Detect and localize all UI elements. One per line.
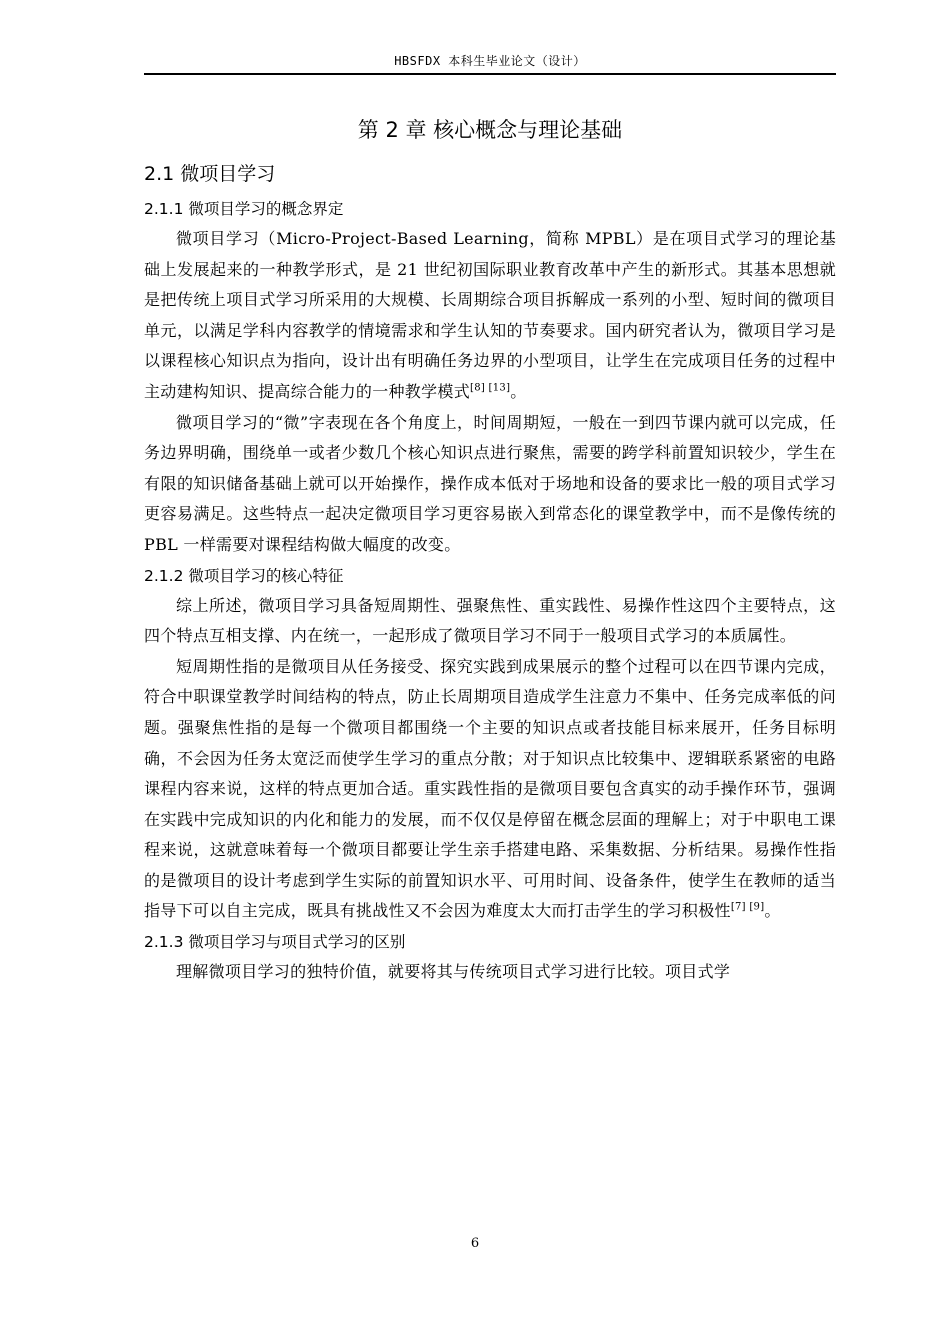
paragraph-2-1-3-1: 理解微项目学习的独特价值，就要将其与传统项目式学习进行比较。项目式学 [176,962,731,982]
section-heading-2-1: 2.1 微项目学习 [144,163,276,185]
citation-8-13: [8] [13] [470,382,511,394]
paragraph-2-1-2-2 [144,652,836,927]
paragraph-end-punct: 。 [510,381,527,401]
citation-7-9: [7] [9] [730,902,765,914]
paragraph-2-1-2-1: 综上所述，微项目学习具备短周期性、强聚焦性、重实践性、易操作性这四个主要特点，这四个特点互相支撑、内在统一，一起形成了微项目学习不同于一般项目式学习的本质属性。 [144,595,836,646]
chapter-title: 第 2 章 核心概念与理论基础 [357,118,623,142]
paragraph-end-punct: 。 [764,901,781,921]
section-heading-2-1-1: 2.1.1 微项目学习的概念界定 [144,200,344,218]
paragraph-2-1-1-2: 微项目学习的“微”字表现在各个角度上，时间周期短，一般在一到四节课内就可以完成，任务边界明确，围绕单一或者少数几个核心知识点进行聚焦，需要的跨学科前置知识较少，学生在有限的知识储备基础上就可以开始操作，操作成本低对于场地和设备的要求比一般的项目式学习更容易满足。这些特点一起决定微项目学习更容易嵌入到常态化的课堂教学中，而不是像传统的 PBL 一样需要对课程结构做大幅度的改变。 [144,412,836,554]
page-number: 6 [470,1236,480,1251]
page-content [144,112,836,988]
section-heading-2-1-3: 2.1.3 微项目学习与项目式学习的区别 [144,933,406,952]
section-heading-2-1-2: 2.1.2 微项目学习的核心特征 [144,566,344,585]
paragraph-text: 短周期性指的是微项目从任务接受、探究实践到成果展示的整个过程可以在四节课内完成，符合中职课堂教学时间结构的特点，防止长周期项目造成学生注意力不集中、任务完成率低的问题。强聚焦性指的是每一个微项目都围绕一个主要的知识点或者技能目标来展开，任务目标明确，不会因为任务太宽泛而使学生学习的重点分散；对于知识点比较集中、逻辑联系紧密的电路课程内容来说，这样的特点更加合适。重实践性指的是微项目要包含真实的动手操作环节，强调在实践中完成知识的内化和能力的发展，而不仅仅是停留在概念层面的理解上；对于中职电工课程来说，这就意味着每一个微项目都要让学生亲手搭建电路、采集数据、分析结果。易操作性指的是微项目的设计考虑到学生实际的前置知识水平、可用时间、设备条件，使学生在教师的适当指导下可以自主完成，既具有挑战性又不会因为难度太大而打击学生的学习积极性 [144,656,836,921]
running-header: HBSFDX 本科生毕业论文（设计） [394,54,586,68]
paragraph-2-1-1-1 [144,224,836,408]
paragraph-text: 微项目学习（Micro-Project-Based Learning，简称 MPBL）是在项目式学习的理论基础上发展起来的一种教学形式，是 21 世纪初国际职业教育改革中产生的新形式。其基本思想就是把传统上项目式学习所采用的大规模、长周期综合项目拆解成一系列的小型、短时间的微项目单元，以满足学科内容教学的情境需求和学生认知的节奏要求。国内研究者认为，微项目学习是以课程核心知识点为指向，设计出有明确任务边界的小型项目，让学生在完成项目任务的过程中主动建构知识、提高综合能力的一种教学模式 [144,229,836,401]
header-rule [144,73,836,75]
